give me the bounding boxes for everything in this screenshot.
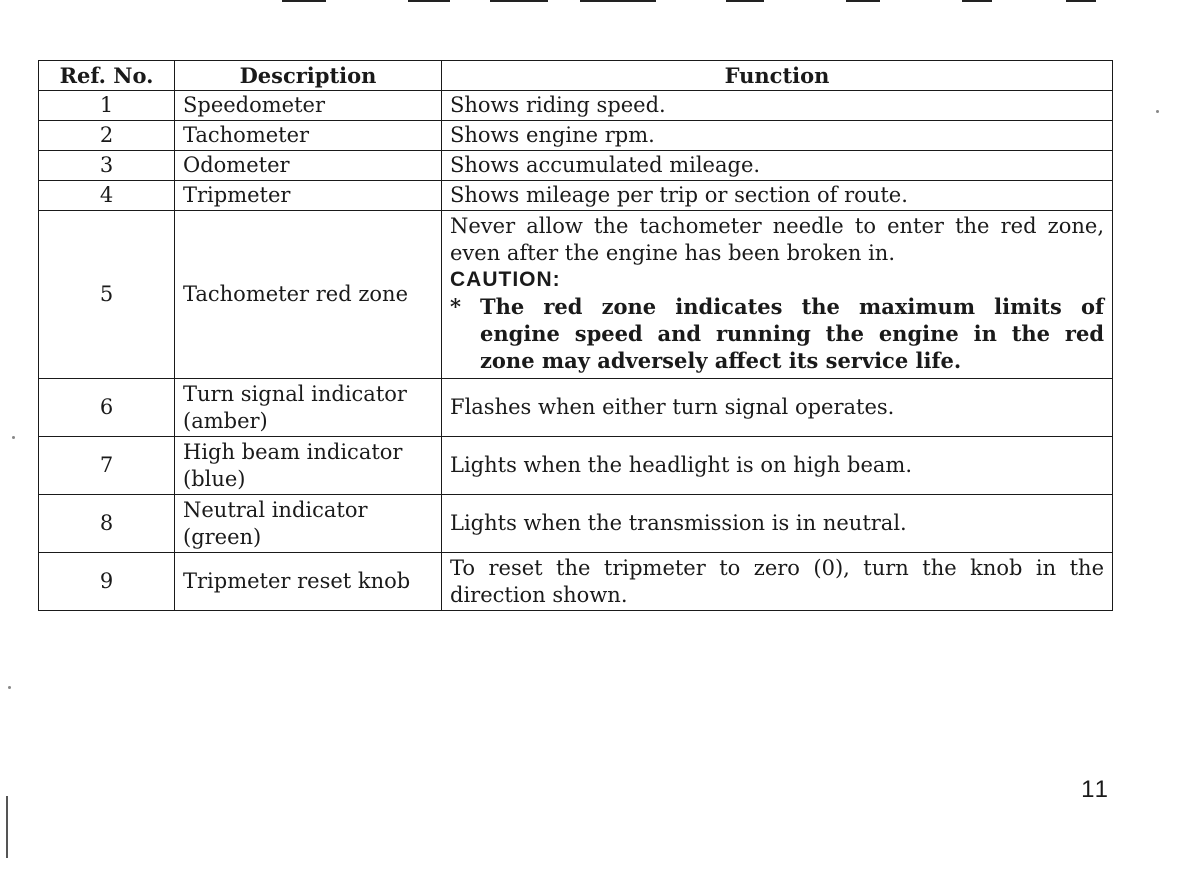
function-cell: Flashes when either turn signal operates. — [442, 379, 1113, 437]
caution-text: The red zone indicates the maximum limits of engine speed and running the engine in the red zone may adversely affect its service life. — [480, 294, 1104, 373]
table-row — [39, 211, 1113, 379]
scan-speck — [12, 436, 15, 439]
top-edge-rule — [1066, 0, 1096, 2]
function-cell: Shows riding speed. — [442, 91, 1113, 121]
function-cell: Shows mileage per trip or section of route. — [442, 181, 1113, 211]
function-cell: To reset the tripmeter to zero (0), turn the knob in the direction shown. — [442, 553, 1113, 611]
function-cell — [442, 211, 1113, 379]
description-cell: Speedometer — [175, 91, 442, 121]
top-edge-rule — [282, 0, 326, 2]
top-edge-rule — [962, 0, 992, 2]
description-cell: Tripmeter reset knob — [175, 553, 442, 611]
description-cell: Neutral indicator (green) — [175, 495, 442, 553]
function-cell: Lights when the headlight is on high beam. — [442, 437, 1113, 495]
function-cell: Shows engine rpm. — [442, 121, 1113, 151]
left-edge-mark — [6, 796, 8, 858]
table-row — [39, 553, 1113, 611]
description-cell: Tachometer red zone — [175, 211, 442, 379]
ref-cell: 1 — [39, 91, 175, 121]
table-row — [39, 437, 1113, 495]
description-cell: Tripmeter — [175, 181, 442, 211]
description-cell: Turn signal indicator (amber) — [175, 379, 442, 437]
function-cell: Lights when the transmission is in neutral. — [442, 495, 1113, 553]
table-header-row — [39, 61, 1113, 91]
scan-speck — [8, 686, 11, 689]
top-edge-rule — [580, 0, 656, 2]
caution-bullet: * — [450, 294, 461, 319]
ref-cell: 9 — [39, 553, 175, 611]
ref-cell: 6 — [39, 379, 175, 437]
description-cell: Tachometer — [175, 121, 442, 151]
ref-cell: 7 — [39, 437, 175, 495]
table-row — [39, 91, 1113, 121]
ref-cell: 3 — [39, 151, 175, 181]
indicator-function-table — [38, 60, 1113, 611]
ref-cell: 5 — [39, 211, 175, 379]
description-cell: Odometer — [175, 151, 442, 181]
caution-note — [450, 293, 1104, 374]
header-function: Function — [442, 61, 1113, 91]
top-edge-rule — [846, 0, 880, 2]
scan-speck — [1156, 110, 1159, 113]
description-cell: High beam indicator (blue) — [175, 437, 442, 495]
ref-cell: 8 — [39, 495, 175, 553]
ref-cell: 2 — [39, 121, 175, 151]
top-edge-rule — [726, 0, 764, 2]
table-row — [39, 151, 1113, 181]
header-ref-no: Ref. No. — [39, 61, 175, 91]
table-row — [39, 379, 1113, 437]
function-cell: Shows accumulated mileage. — [442, 151, 1113, 181]
table-row — [39, 181, 1113, 211]
header-description: Description — [175, 61, 442, 91]
red-zone-instruction: Never allow the tachometer needle to enter the red zone, even after the engine has been broken in. — [450, 214, 1104, 265]
page-number: 11 — [1081, 776, 1110, 803]
top-edge-rule — [408, 0, 450, 2]
caution-heading: CAUTION: — [450, 268, 561, 291]
top-edge-rule — [490, 0, 548, 2]
ref-cell: 4 — [39, 181, 175, 211]
table-row — [39, 121, 1113, 151]
table-row — [39, 495, 1113, 553]
